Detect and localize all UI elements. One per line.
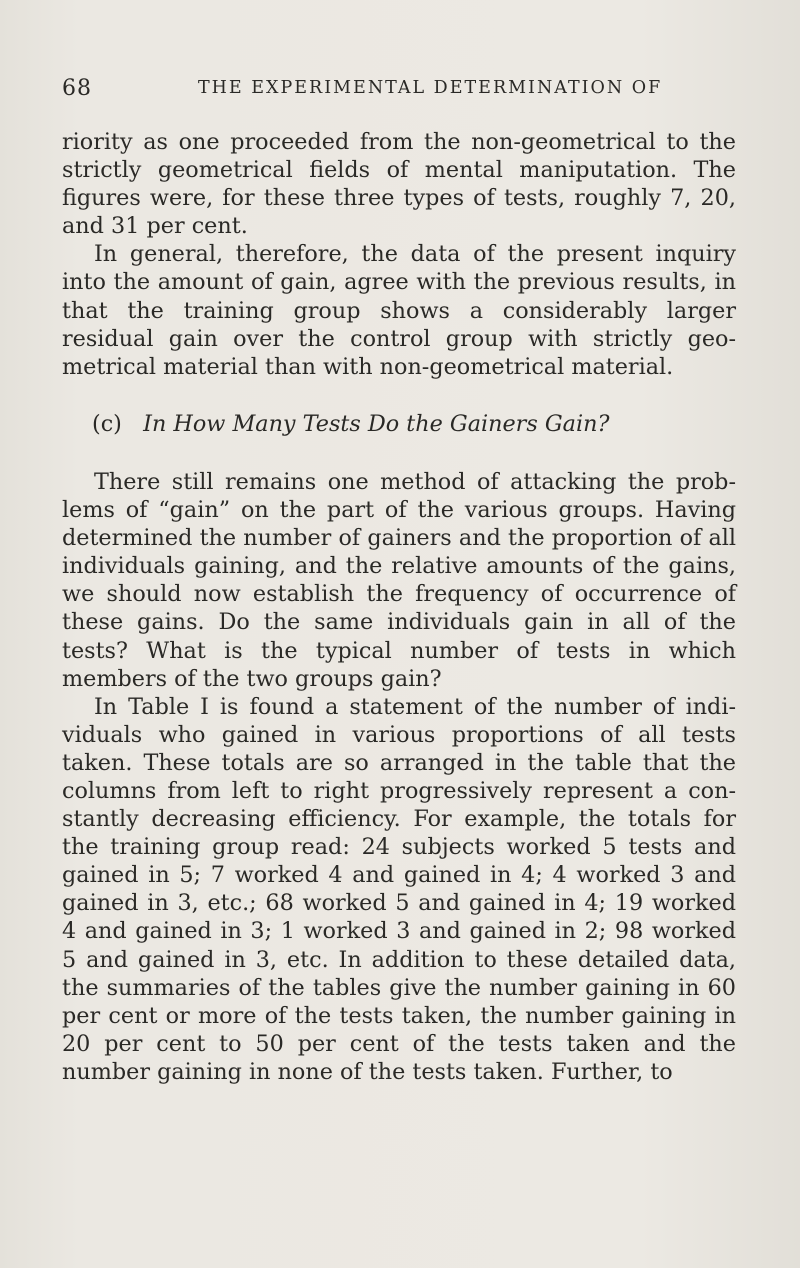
section-number: (c) (92, 410, 122, 437)
paragraph-continuation: riority as one proceeded from the non-geometrical to the strictly geometrical fields of mental maniputation. The figures were, for these three types of tests, roughly 7, 20, and 31 per cent. (62, 129, 736, 240)
body-text (62, 128, 736, 1086)
paragraph-method: There still remains one method of attacking the prob-lems of “gain” on the part of the various groups. Having determined the number of gainers and the proportion of all individuals gaining, and the relative amounts of the gains, we should now establish the frequency of occurrence of these gains. Do the same individuals gain in all of the tests? What is the typical number of tests in which members of the two groups gain? (62, 468, 736, 692)
section-heading (62, 410, 736, 438)
page-header (62, 76, 742, 106)
running-head: THE EXPERIMENTAL DETERMINATION OF (198, 78, 663, 98)
section-title: In How Many Tests Do the Gainers Gain? (143, 410, 610, 437)
paragraph-general-results: In general, therefore, the data of the present inquiry into the amount of gain, agree with the previous results, in that the training group shows a considerably larger residual gain over the control group with strictly geo-metrical material than with non-geometrical material. (62, 241, 736, 380)
paragraph-table-i: In Table I is found a statement of the number of indi-viduals who gained in various proportions of all tests taken. These totals are so arranged in the table that the columns from left to right progressively represent a con-stantly decreasing efficiency. For example, the totals for the training group read: 24 subjects worked 5 tests and gained in 5; 7 worked 4 and gained in 4; 4 worked 3 and gained in 3, etc.; 68 worked 5 and gained in 4; 19 worked 4 and gained in 3; 1 worked 3 and gained in 2; 98 worked 5 and gained in 3, etc. In addition to these detailed data, the summaries of the tables give the number gaining in 60 per cent or more of the tests taken, the number gaining in 20 per cent to 50 per cent of the tests taken and the number gaining in none of the tests taken. Further, to (62, 693, 736, 1085)
page-number: 68 (62, 76, 92, 101)
